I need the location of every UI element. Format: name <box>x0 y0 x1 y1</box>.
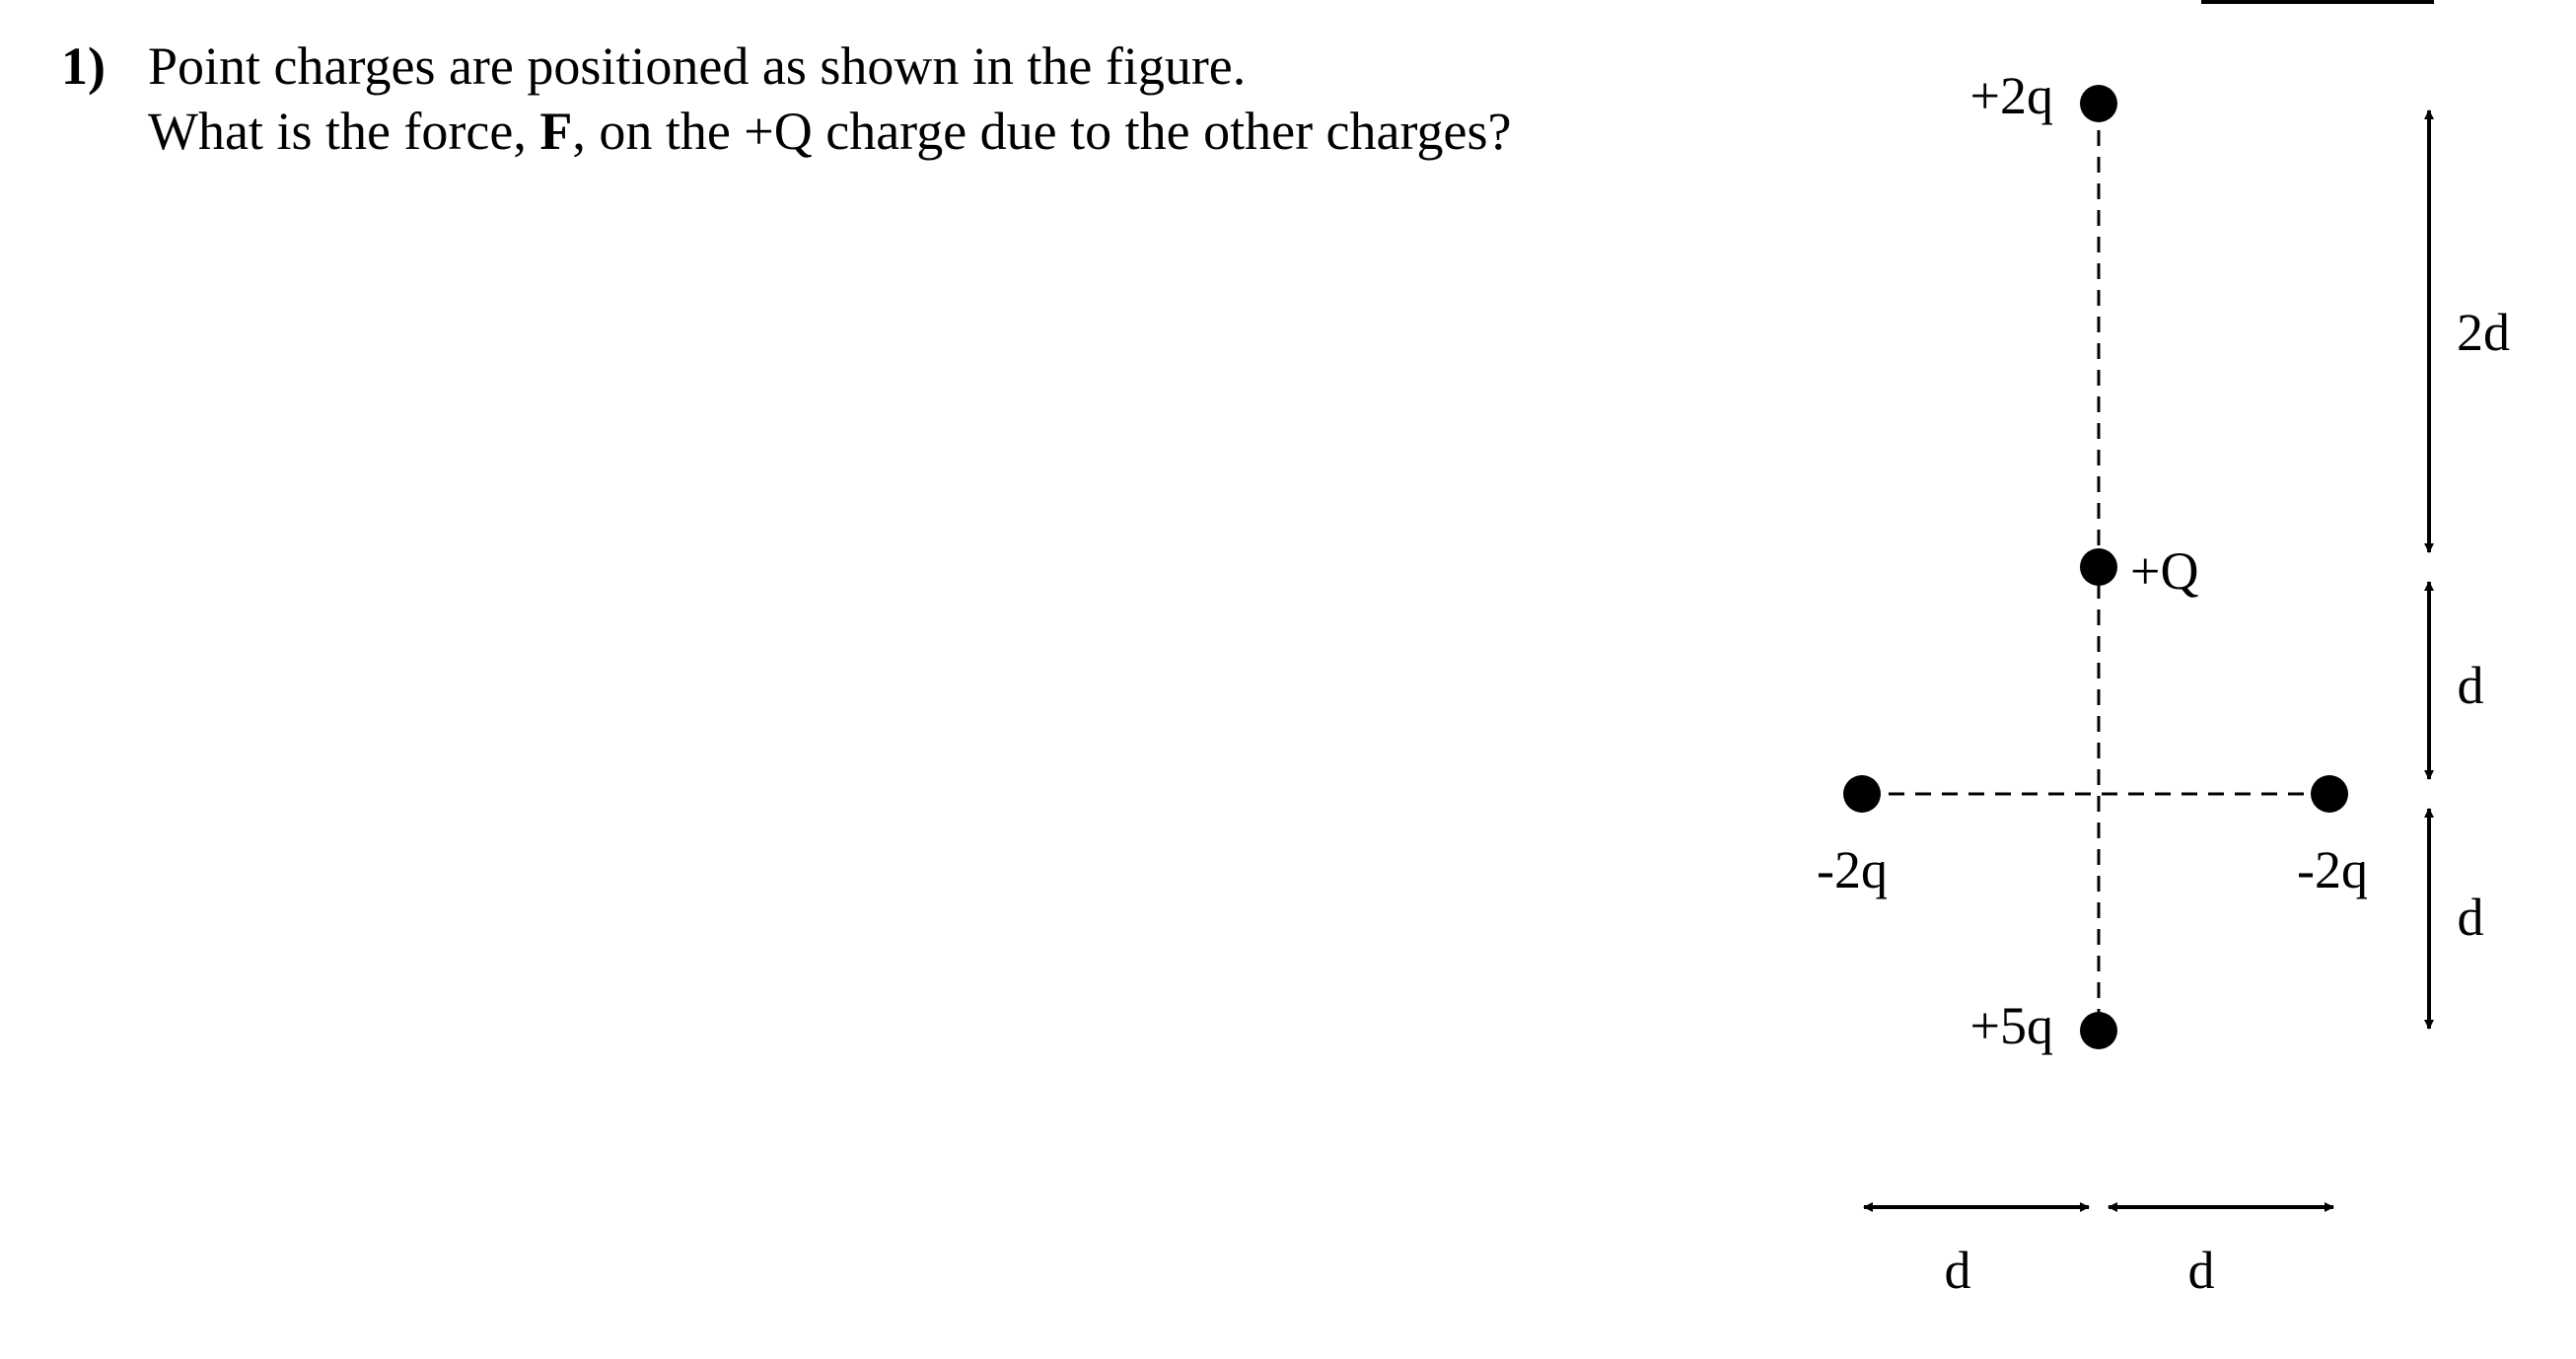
force-symbol: F <box>539 102 573 161</box>
question-line-2-end: , on the +Q charge due to the other charges? <box>572 102 1512 161</box>
question-number: 1) <box>61 36 106 96</box>
charge-bottom-label: +5q <box>1969 996 2053 1055</box>
dimension-label-2d: 2d <box>2457 303 2510 362</box>
charge-bottom-dot <box>2080 1012 2117 1049</box>
dimension-label-right-d: d <box>2187 1241 2215 1300</box>
question-line-2-start: What is the force, <box>148 102 540 161</box>
dimension-label-lower-d: d <box>2457 888 2484 947</box>
charge-top-dot <box>2080 85 2117 122</box>
charge-left-dot <box>1843 775 1881 813</box>
dimension-label-middle-d: d <box>2457 656 2484 715</box>
charge-right-label: -2q <box>2297 840 2368 899</box>
question-line-1: Point charges are positioned as shown in the figure. <box>148 36 1247 96</box>
charge-right-dot <box>2311 775 2348 813</box>
charge-top-label: +2q <box>1969 66 2053 125</box>
charge-left-label: -2q <box>1817 840 1888 899</box>
dimension-label-left-d: d <box>1944 1241 1971 1300</box>
charge-center-label: +Q <box>2130 541 2199 601</box>
charge-center-dot <box>2080 548 2117 586</box>
